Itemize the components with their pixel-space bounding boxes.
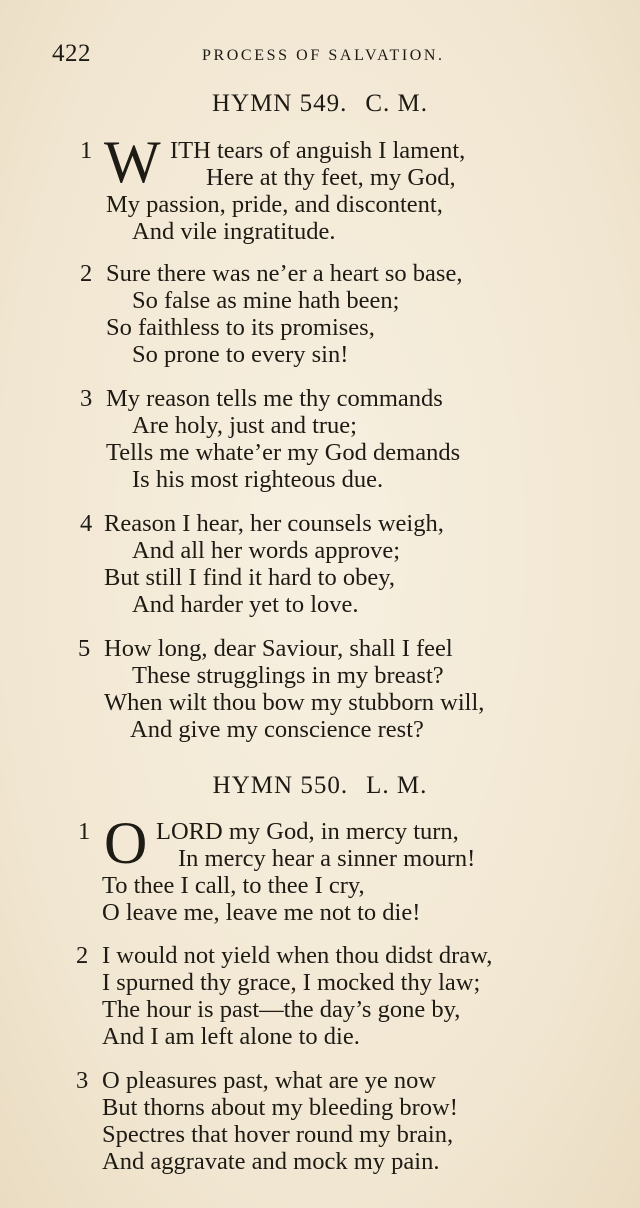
hymn-meter: L. M.: [366, 772, 428, 799]
verse-line: And give my conscience rest?: [130, 716, 424, 743]
hymn-title: [0, 90, 640, 118]
stanza-number: 4: [80, 510, 93, 537]
verse-line: And aggravate and mock my pain.: [102, 1148, 440, 1175]
verse-line: In mercy hear a sinner mourn!: [178, 845, 476, 872]
verse-line: When wilt thou bow my stubborn will,: [104, 689, 485, 716]
verse-line: Is his most righteous due.: [132, 466, 384, 493]
verse-line: And all her words approve;: [132, 537, 401, 564]
stanza-number: 5: [78, 635, 91, 662]
verse-line: Are holy, just and true;: [132, 412, 357, 439]
verse-line: But thorns about my bleeding brow!: [102, 1094, 458, 1121]
verse-line: But still I find it hard to obey,: [104, 564, 396, 591]
hymn-meter: C. M.: [365, 90, 429, 117]
verse-line: Tells me whate’er my God demands: [106, 439, 461, 466]
hymn-title: [0, 772, 640, 800]
hymn-label: HYMN 549.: [211, 90, 348, 117]
page-number: 422: [52, 40, 91, 67]
verse-line: I would not yield when thou didst draw,: [102, 942, 493, 969]
running-head: [52, 40, 522, 74]
stanza-number: 1: [80, 137, 93, 164]
verse-line: And vile ingratitude.: [132, 218, 336, 245]
verse-line: To thee I call, to thee I cry,: [102, 872, 365, 899]
stanza-number: 1: [78, 818, 91, 845]
verse-line: O pleasures past, what are ye now: [102, 1067, 437, 1094]
stanza-number: 2: [80, 260, 93, 287]
drop-cap: O: [104, 810, 148, 876]
stanza-number: 3: [80, 385, 93, 412]
verse-line: Here at thy feet, my God,: [206, 164, 456, 191]
verse-line: Reason I hear, her counsels weigh,: [104, 510, 444, 537]
stanza-number: 3: [76, 1067, 89, 1094]
verse-line: ITH tears of anguish I lament,: [170, 137, 466, 164]
verse-line: And I am left alone to die.: [102, 1023, 360, 1050]
verse-line: How long, dear Saviour, shall I feel: [104, 635, 453, 662]
verse-line: These strugglings in my breast?: [132, 662, 444, 689]
verse-line: I spurned thy grace, I mocked thy law;: [102, 969, 481, 996]
stanza-number: 2: [76, 942, 89, 969]
verse-line: Sure there was ne’er a heart so base,: [106, 260, 463, 287]
verse-line: My reason tells me thy commands: [106, 385, 443, 412]
verse-line: LORD my God, in mercy turn,: [156, 818, 459, 845]
verse-line: So false as mine hath been;: [132, 287, 400, 314]
verse-line: So prone to every sin!: [132, 341, 349, 368]
hymn-label: HYMN 550.: [212, 772, 349, 799]
verse-line: Spectres that hover round my brain,: [102, 1121, 454, 1148]
verse-line: O leave me, leave me not to die!: [102, 899, 421, 926]
verse-line: The hour is past—the day’s gone by,: [102, 996, 461, 1023]
running-title: PROCESS OF SALVATION.: [202, 47, 445, 64]
drop-cap: W: [104, 129, 161, 195]
verse-line: So faithless to its promises,: [106, 314, 375, 341]
verse-line: And harder yet to love.: [132, 591, 359, 618]
verse-line: My passion, pride, and discontent,: [106, 191, 443, 218]
